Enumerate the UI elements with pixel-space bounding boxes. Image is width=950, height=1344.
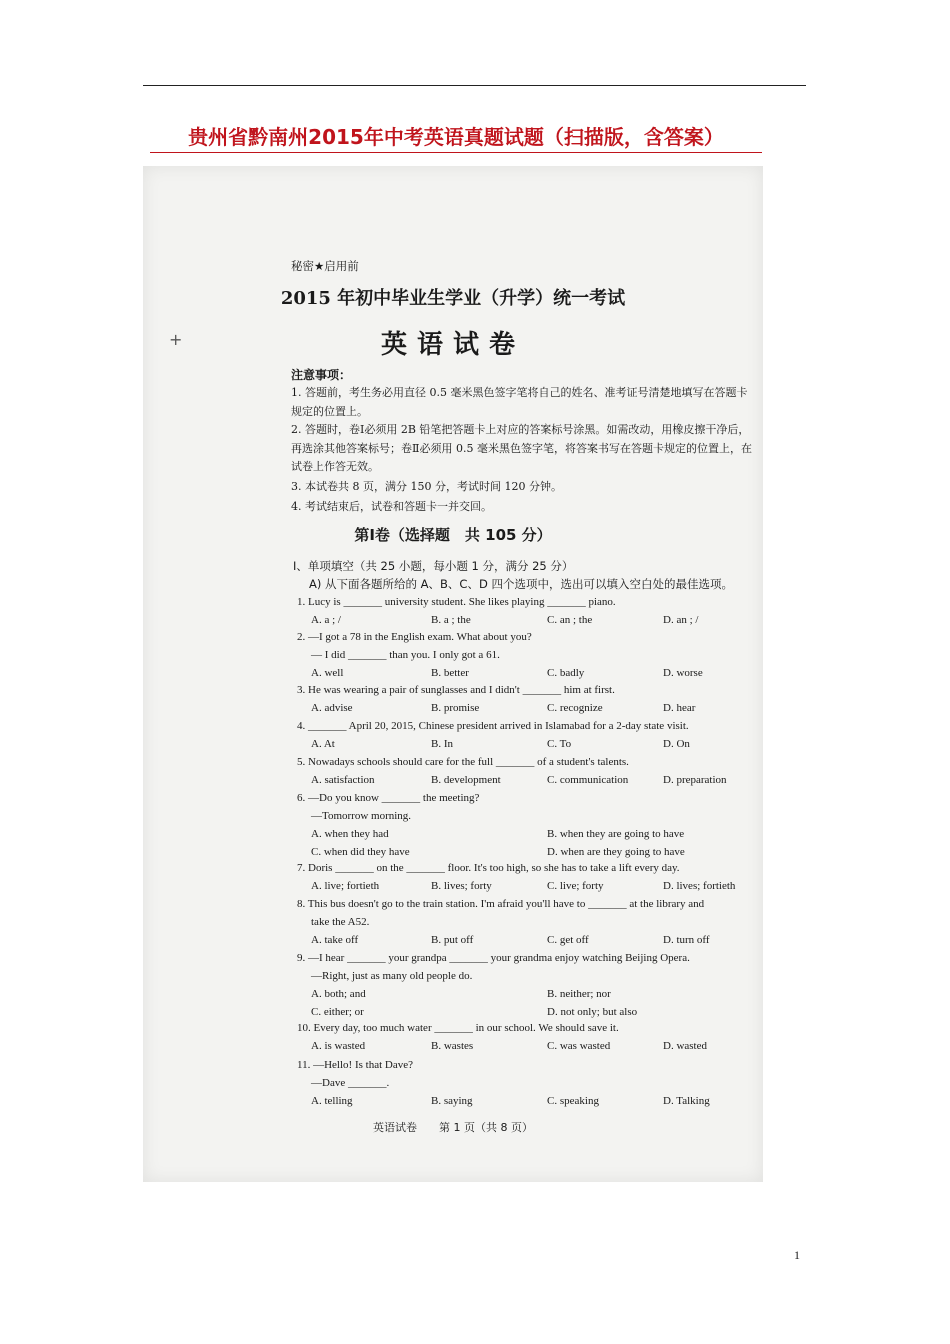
answer-option: C. live; forty	[547, 880, 604, 892]
part-title: Ⅰ、单项填空（共 25 小题，每小题 1 分，满分 25 分）	[293, 559, 574, 573]
answer-option: A. both; and	[311, 988, 366, 1000]
answer-option: D. hear	[663, 702, 696, 714]
note-item: 1. 答题前，考生务必用直径 0.5 毫米黑色签字笔将自己的姓名、准考证号清楚地填写在答题卡规定的位置上。	[291, 386, 748, 418]
answer-option: C. To	[547, 738, 572, 750]
answer-option: A. is wasted	[311, 1040, 366, 1052]
note-item: 4. 考试结束后，试卷和答题卡一并交回。	[291, 500, 492, 513]
exam-title: 2015 年初中毕业生学业（升学）统一考试	[280, 288, 626, 309]
question-text: — I did _______ than you. I only got a 61.	[311, 649, 500, 661]
answer-option: D. Talking	[663, 1095, 710, 1107]
answer-option: A. when they had	[311, 828, 389, 840]
answer-option: D. On	[663, 738, 690, 750]
question-text: 11. —Hello! Is that Dave?	[297, 1059, 413, 1071]
answer-option: B. lives; forty	[431, 880, 492, 892]
note-item: 2. 答题时，卷Ⅰ必须用 2B 铅笔把答题卡上对应的答案标号涂黑。如需改动，用橡皮擦干净后，再选涂其他答案标号；卷Ⅱ必须用 0.5 毫米黑色签字笔，将答案书写在答题卡规定的位置上，在试卷上作答无效。	[291, 423, 752, 473]
question-text: —Tomorrow morning.	[311, 810, 412, 822]
section-title: 第Ⅰ卷（选择题 共 105 分）	[354, 526, 552, 544]
answer-option: C. recognize	[547, 702, 603, 714]
answer-option: B. better	[431, 667, 469, 679]
answer-option: A. telling	[311, 1095, 353, 1107]
answer-option: B. put off	[431, 934, 474, 946]
question-text: take the A52.	[311, 916, 370, 928]
answer-option: C. get off	[547, 934, 589, 946]
answer-option: B. development	[431, 774, 501, 786]
answer-option: C. an ; the	[547, 614, 593, 626]
answer-option: D. when are they going to have	[547, 846, 685, 858]
answer-option: D. not only; but also	[547, 1006, 638, 1018]
part-instruction: A) 从下面各题所给的 A、B、C、D 四个选项中，选出可以填入空白处的最佳选项。	[309, 577, 733, 591]
page-number: 1	[794, 1248, 800, 1262]
question-text: 5. Nowadays schools should care for the full _______ of a student's talents.	[297, 756, 629, 768]
question-text: 7. Doris _______ on the _______ floor. It's too high, so she has to take a lift every day.	[297, 862, 680, 874]
answer-option: C. either; or	[311, 1006, 364, 1018]
answer-option: D. wasted	[663, 1040, 707, 1052]
question-text: 6. —Do you know _______ the meeting?	[297, 792, 480, 804]
answer-option: A. well	[311, 667, 344, 679]
answer-option: D. preparation	[663, 774, 727, 786]
note-item: 3. 本试卷共 8 页，满分 150 分，考试时间 120 分钟。	[291, 480, 562, 493]
answer-option: B. a ; the	[431, 614, 471, 626]
answer-option: C. was wasted	[547, 1040, 611, 1052]
title-underline	[150, 152, 762, 153]
question-text: 4. _______ April 20, 2015, Chinese president arrived in Islamabad for a 2-day state visit.	[297, 720, 689, 732]
answer-option: C. speaking	[547, 1095, 599, 1107]
document-title: 贵州省黔南州2015年中考英语真题试题（扫描版，含答案）	[188, 125, 724, 149]
answer-option: B. wastes	[431, 1040, 474, 1052]
subject-title: 英语试卷	[380, 330, 525, 360]
question-text: 1. Lucy is _______ university student. She likes playing _______ piano.	[297, 596, 616, 608]
answer-option: D. an ; /	[663, 614, 699, 626]
confidential-label: 秘密★启用前	[291, 259, 359, 273]
scanned-exam-page	[143, 166, 763, 1182]
answer-option: B. In	[431, 738, 453, 750]
answer-option: A. a ; /	[311, 614, 341, 626]
question-text: 8. This bus doesn't go to the train station. I'm afraid you'll have to _______ at the library and	[297, 898, 705, 910]
answer-option: D. lives; fortieth	[663, 880, 736, 892]
question-text: 9. —I hear _______ your grandpa _______ your grandma enjoy watching Beijing Opera.	[297, 952, 690, 964]
answer-option: B. saying	[431, 1095, 473, 1107]
answer-option: C. badly	[547, 667, 585, 679]
question-text: 10. Every day, too much water _______ in our school. We should save it.	[297, 1022, 619, 1034]
answer-option: B. promise	[431, 702, 480, 714]
question-text: —Right, just as many old people do.	[311, 970, 473, 982]
answer-option: A. advise	[311, 702, 353, 714]
answer-option: B. when they are going to have	[547, 828, 685, 840]
answer-option: C. communication	[547, 774, 629, 786]
top-rule	[143, 85, 806, 86]
answer-option: C. when did they have	[311, 846, 410, 858]
answer-option: A. satisfaction	[311, 774, 375, 786]
question-text: —Dave _______.	[311, 1077, 390, 1089]
notes-heading: 注意事项：	[291, 368, 352, 382]
answer-option: D. worse	[663, 667, 703, 679]
question-text: 2. —I got a 78 in the English exam. What about you?	[297, 631, 532, 643]
page-footer: 英语试卷 第 1 页（共 8 页）	[373, 1121, 533, 1134]
answer-option: A. live; fortieth	[311, 880, 380, 892]
answer-option: A. At	[311, 738, 335, 750]
answer-option: A. take off	[311, 934, 359, 946]
answer-option: D. turn off	[663, 934, 710, 946]
question-text: 3. He was wearing a pair of sunglasses and I didn't _______ him at first.	[297, 684, 615, 696]
registration-cross-mark: +	[169, 330, 183, 349]
answer-option: B. neither; nor	[547, 988, 611, 1000]
